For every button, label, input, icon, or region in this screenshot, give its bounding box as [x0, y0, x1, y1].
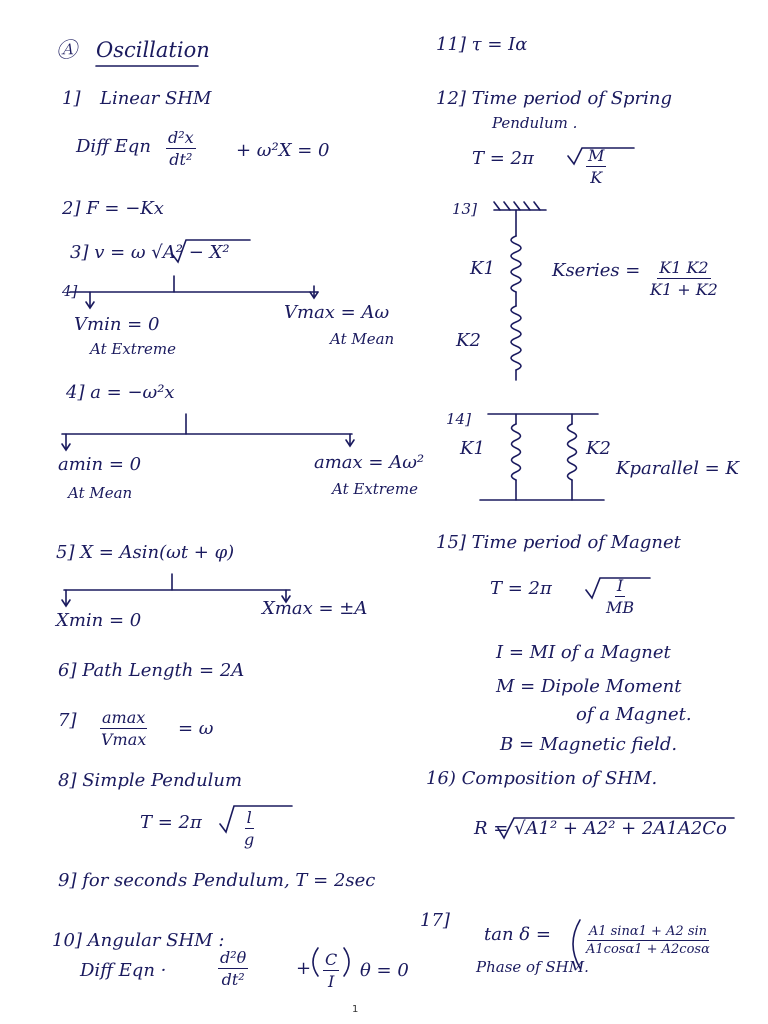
s16-title: 16) Composition of SHM.: [426, 768, 658, 789]
page-title: Oscillation: [96, 38, 210, 62]
s8-frac-den: g: [244, 830, 255, 849]
s13-frac-num: K1 K2: [659, 258, 709, 277]
vmax-note: At Mean: [330, 330, 395, 348]
s17-frac-den: A1cosα1 + A2cosα: [586, 942, 710, 957]
s16-eq: R = √A1² + A2² + 2A1A2Co: [474, 818, 727, 839]
s12-frac-den: K: [590, 168, 603, 187]
vmax-value: Vmax = Aω: [284, 302, 390, 323]
heading-bullet: Ⓐ: [56, 38, 77, 62]
s12-fraction: [586, 146, 606, 187]
s1-fraction: [166, 128, 196, 169]
s15-fraction: [606, 576, 634, 617]
s15-line4: B = Magnetic field.: [500, 734, 678, 755]
xmax-value: Xmax = ±A: [262, 598, 368, 619]
s17-num: 17]: [420, 910, 450, 931]
s13-label: Kseries =: [552, 260, 641, 281]
s4-eq: 4] a = −ω²x: [66, 382, 175, 403]
spring-parallel-k2: [568, 424, 577, 480]
s15-line3: of a Magnet.: [576, 704, 692, 725]
spring-k1: [511, 236, 521, 292]
amax-value: amax = Aω²: [314, 452, 425, 473]
amax-note: At Extreme: [332, 480, 418, 498]
amin-value: amin = 0: [58, 454, 142, 475]
s1-title: Linear SHM: [100, 88, 212, 109]
s7-num: 7]: [58, 710, 77, 731]
spring-parallel-k1: [512, 424, 521, 480]
s10-frac-num: d²θ: [220, 948, 247, 967]
s17-label: Phase of SHM.: [476, 958, 589, 976]
s12-eq-lhs: T = 2π: [472, 148, 534, 169]
s15-line1: I = MI of a Magnet: [496, 642, 671, 663]
page-number: 1: [352, 1004, 359, 1015]
s10-c-fraction: [323, 950, 339, 991]
s15-line2: M = Dipole Moment: [496, 676, 682, 697]
s12-title: 12] Time period of Spring: [436, 88, 673, 109]
s14-k2: K2: [586, 438, 611, 459]
s7-frac-den: Vmax: [100, 730, 147, 749]
s13-frac-den: K1 + K2: [650, 280, 718, 299]
s1-frac-den: dt²: [169, 150, 193, 169]
s8-eq-lhs: T = 2π: [140, 812, 202, 833]
s15-eq-lhs: T = 2π: [490, 578, 552, 599]
s5-eq: 5] X = Asin(ωt + φ): [56, 542, 235, 563]
s13-k1: K1: [470, 258, 495, 279]
s1-eq-label: Diff Eqn: [76, 136, 151, 157]
s3-branch-num: 4]: [62, 282, 78, 300]
s14-label: Kparallel = K: [616, 458, 739, 479]
s11-eq: 11] τ = Iα: [436, 34, 528, 55]
s2-eq: 2] F = −Kx: [62, 198, 164, 219]
s10-plus: +: [296, 958, 312, 979]
s13-fraction: [650, 258, 718, 299]
amin-note: At Mean: [68, 484, 133, 502]
s17-frac-num: A1 sinα1 + A2 sin: [588, 924, 708, 939]
s10-eq-label: Diff Eqn ·: [80, 960, 167, 981]
s1-eq-rest: + ω²X = 0: [236, 140, 330, 161]
s15-frac-num: I: [616, 576, 624, 595]
s13-num: 13]: [452, 200, 477, 218]
s17-lhs: tan δ =: [484, 924, 551, 945]
s10-fraction: [218, 948, 248, 989]
s8-fraction: [244, 808, 254, 849]
s17-fraction: [586, 924, 710, 957]
s13-k2: K2: [456, 330, 481, 351]
vmin-note: At Extreme: [90, 340, 176, 358]
vmin-value: Vmin = 0: [74, 314, 160, 335]
s14-num: 14]: [446, 410, 471, 428]
spring-k2: [511, 306, 521, 370]
s6-eq: 6] Path Length = 2A: [58, 660, 245, 681]
s10-rest: θ = 0: [360, 960, 409, 981]
s1-num: 1]: [62, 88, 81, 109]
s15-frac-den: MB: [606, 598, 635, 617]
s7-fraction: [100, 708, 147, 749]
s12-subtitle: Pendulum .: [492, 114, 578, 132]
s10-title: 10] Angular SHM :: [52, 930, 225, 951]
s8-title: 8] Simple Pendulum: [58, 770, 243, 791]
s7-frac-num: amax: [102, 708, 146, 727]
xmin-value: Xmin = 0: [56, 610, 142, 631]
s7-rest: = ω: [178, 718, 214, 739]
s15-title: 15] Time period of Magnet: [436, 532, 681, 553]
s9-eq: 9] for seconds Pendulum, T = 2sec: [58, 870, 376, 891]
s10-c-den: I: [327, 972, 335, 991]
s10-frac-den: dt²: [221, 970, 245, 989]
s12-frac-num: M: [588, 146, 605, 165]
s8-frac-num: l: [246, 808, 252, 827]
s14-k1: K1: [460, 438, 485, 459]
s3-eq: 3] v = ω √A² − X²: [70, 242, 230, 263]
s10-c-num: C: [325, 950, 338, 969]
s1-frac-num: d²x: [168, 128, 194, 147]
